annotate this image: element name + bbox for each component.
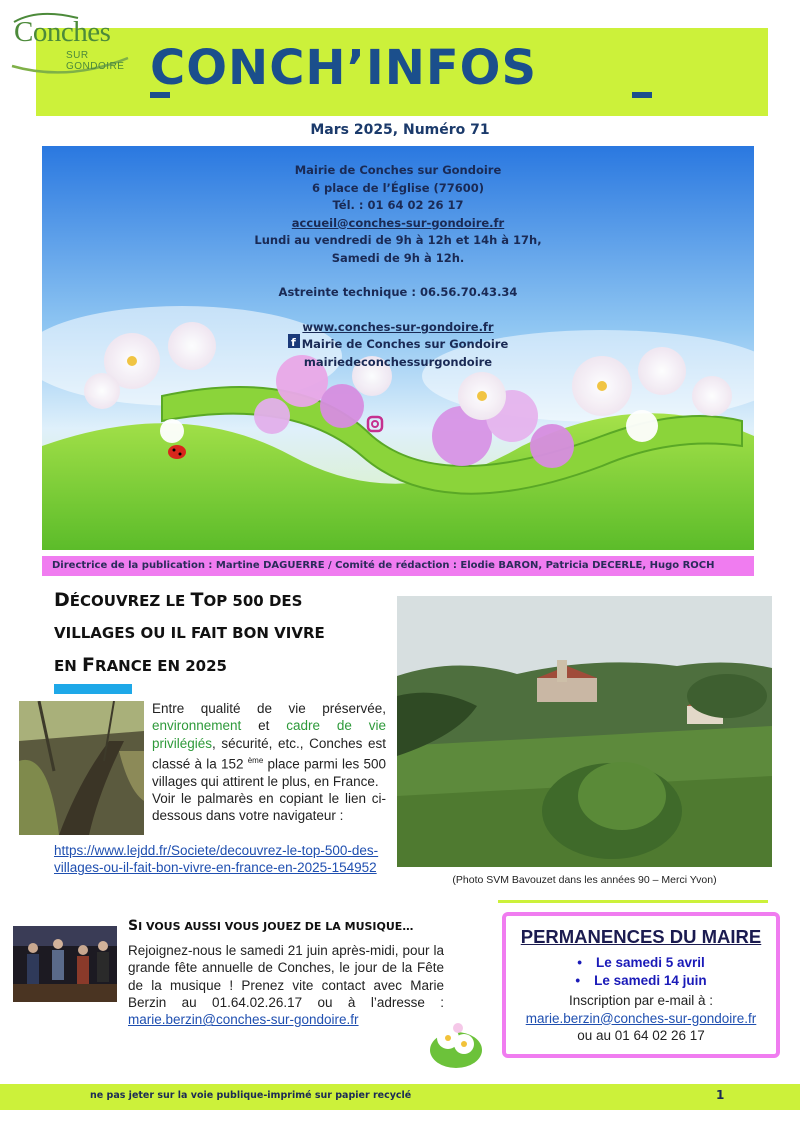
instagram-handle[interactable]: mairiedeconchessurgondoire [303,354,493,369]
website-link[interactable]: www.conches-sur-gondoire.fr [302,319,494,334]
contact-mairie: Mairie de Conches sur Gondoire [294,163,502,177]
logo-subtext: SUR GONDOIRE [66,50,125,72]
lejdd-article-link[interactable]: https://www.lejdd.fr/Societe/decouvrez-le-top-500-des-villages-ou-il-fait-bon-vivre-en-france-en-2025-154952 [54,843,379,876]
newsletter-title: CONCH’INFOS [150,40,538,96]
issue-label: Mars 2025, Numéro 71 [310,122,490,138]
permanences-dates [506,954,776,989]
photo-caption: (Photo SVM Bavouzet dans les années 90 – Merci Yvon) [452,874,717,886]
contact-address: 6 place de l’Église (77600) [311,180,485,195]
permanences-contact: Inscription par e-mail à : marie.berzin@conches-sur-gondoire.fr ou au 01 64 02 26 17 [506,992,776,1045]
publication-credits: Directrice de la publication : Martine DAGUERRE / Comité de rédaction : Elodie BARON, Patricia DECERLE, Hugo ROCH [42,556,754,576]
musicians-photo [13,926,117,1002]
permanence-date-item: • Le samedi 14 juin [506,972,776,990]
music-section-title: SI VOUS AUSSI VOUS JOUEZ DE LA MUSIQUE… [128,918,414,934]
music-email-link[interactable]: marie.berzin@conches-sur-gondoire.fr [128,1012,359,1028]
permanences-title: PERMANENCES DU MAIRE [520,926,762,947]
stream-photo [19,701,144,835]
flower-decoration-icon [428,1016,484,1072]
permanences-email-link[interactable]: marie.berzin@conches-sur-gondoire.fr [525,1010,757,1026]
permanence-date-item: • Le samedi 5 avril [506,954,776,972]
contact-block [42,162,754,371]
music-section-body: Rejoignez-nous le samedi 21 juin après-midi, pour la grande fête annuelle de Conches, le jour de la Fête de la musique ! Prenez vite contact avec Marie Berzin au 01.64.02.26.17 ou à l’adresse : marie.berzin@conches-sur-gondoire.fr [128,943,444,1028]
logo-text: Conches [14,16,111,48]
facebook-link[interactable]: Mairie de Conches sur Gondoire [301,337,509,351]
title-dash-right [632,92,652,98]
contact-astreinte: Astreinte technique : 06.56.70.43.34 [278,285,518,299]
ladybug-icon [168,445,186,459]
contact-hours-week: Lundi au vendredi de 9h à 12h et 14h à 17h, [254,233,542,247]
article-top500-body: Entre qualité de vie préservée, environnement et cadre de vie privilégiés, sécurité, etc., Conches est classé à la 152 $^{ème}$ place parmi les 500 villages qui attirent le plus, en France. Voir le palmarès en copiant le lien ci-dessous dans votre navigateur : [152,701,386,824]
contact-hours-saturday: Samedi de 9h à 12h. [331,250,465,265]
title-accent-bar [54,684,132,694]
contact-email-link[interactable]: accueil@conches-sur-gondoire.fr [291,215,505,230]
svg-text:f: f [291,336,296,349]
hero-banner [42,146,754,550]
conches-logo [8,8,132,74]
page-number: 1 [716,1088,725,1102]
footer-recycle-notice: ne pas jeter sur la voie publique-imprimé sur papier recyclé [90,1090,412,1101]
footer-band [0,1084,800,1110]
section-separator [498,900,768,903]
village-landscape-photo [397,596,772,867]
article-top500-title: DÉCOUVREZ LE TOP 500 DES VILLAGES OU IL FAIT BON VIVRE EN FRANCE EN 2025 [54,589,325,676]
permanences-box [502,912,780,1058]
contact-phone: Tél. : 01 64 02 26 17 [332,198,464,212]
